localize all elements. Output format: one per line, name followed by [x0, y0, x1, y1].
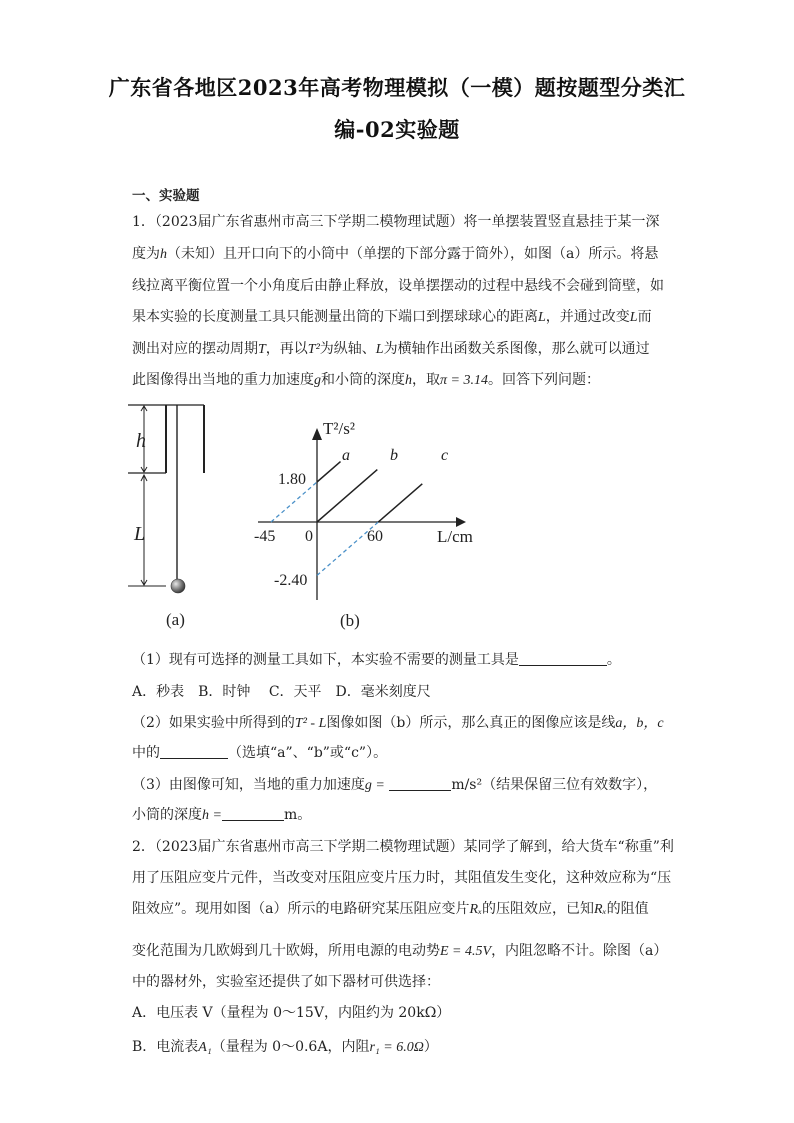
graph-line-a-extrapolation [271, 482, 317, 522]
answer-blank-2[interactable] [160, 744, 228, 759]
fig-a-label-L: L [134, 523, 146, 545]
section-heading: 一、实验题 [132, 188, 200, 204]
q1-line6: 此图像得出当地的重力加速度g和小筒的深度h，取π = 3.14。回答下列问题： [132, 372, 600, 388]
pendulum-ball [171, 579, 185, 593]
y-tick-1-80: 1.80 [278, 471, 306, 488]
page-title-line1: 广东省各地区2023年高考物理模拟（一模）题按题型分类汇 [108, 75, 686, 100]
q2-line1: 2．（2023届广东省惠州市高三下学期二模物理试题）某同学了解到，给大货车“称重”利 [132, 839, 674, 855]
page-title-line2: 编-02实验题 [334, 117, 460, 142]
q1-sub1: （1）现有可选择的测量工具如下，本实验不需要的测量工具是 。 [132, 652, 621, 668]
x-tick-neg-45: -45 [254, 528, 276, 545]
q1-line2: 度为h（未知）且开口向下的小筒中（单摆的下部分露于筒外），如图（a）所示。将悬 [132, 246, 659, 262]
q1-sub2-line2: 中的 （选填“a”、“b”或“c”）。 [132, 745, 388, 761]
q1-line1: 1．（2023届广东省惠州市高三下学期二模物理试题）将一单摆装置竖直悬挂于某一深 [132, 214, 660, 230]
q1-line5: 测出对应的摆动周期T，再以T²为纵轴、L为横轴作出函数关系图像，那么就可以通过 [132, 341, 650, 357]
q2-option-a: A．电压表 V（量程为 0～15V，内阻约为 20kΩ） [132, 1005, 451, 1021]
fig-a-label-h: h [136, 430, 146, 452]
q2-line5: 中的器材外，实验室还提供了如下器材可供选择： [132, 974, 440, 990]
q2-option-b: B．电流表A₁（量程为 0～0.6A，内阻r₁ = 6.0Ω） [132, 1039, 438, 1055]
graph-line-b [317, 470, 377, 522]
y-tick-neg-2-40: -2.40 [274, 572, 308, 589]
graph-line-c [378, 484, 422, 522]
q1-options: A．秒表 B．时钟 C．天平 D．毫米刻度尺 [132, 684, 431, 700]
q1-sub3-line2: 小筒的深度h = m。 [132, 807, 312, 823]
q1-sub2: （2）如果实验中所得到的T² - L图像如图（b）所示，那么真正的图像应该是线a，b，c [132, 715, 664, 731]
line-label-a: a [342, 447, 350, 464]
answer-blank-3[interactable] [389, 776, 451, 791]
figure-a-pendulum [128, 398, 218, 634]
x-tick-60: 60 [367, 528, 383, 545]
q1-line4: 果本实验的长度测量工具只能测量出筒的下端口到摆球球心的距离L，并通过改变L而 [132, 309, 652, 325]
fig-b-caption: (b) [340, 611, 360, 630]
q2-line3: 阻效应”。现用如图（a）所示的电路研究某压阻应变片Rₓ的压阻效应，已知Rₓ的阻值 [132, 901, 649, 917]
answer-blank-4[interactable] [222, 806, 284, 821]
q1-line3: 线拉离平衡位置一个小角度后由静止释放，设单摆摆动的过程中悬线不会碰到筒壁，如 [132, 278, 664, 294]
answer-blank-1[interactable] [519, 651, 607, 666]
y-axis-label: T²/s² [323, 419, 355, 438]
line-label-b: b [390, 447, 398, 464]
q1-sub3: （3）由图像可知，当地的重力加速度g = m/s²（结果保留三位有效数字）， [132, 777, 658, 793]
figure-b-graph [250, 412, 490, 634]
graph-line-a [317, 462, 341, 482]
q2-line4: 变化范围为几欧姆到几十欧姆，所用电源的电动势E = 4.5V，内阻忽略不计。除图（a） [132, 943, 668, 959]
x-axis-label: L/cm [437, 527, 473, 546]
fig-a-caption: (a) [166, 610, 185, 629]
origin-label: 0 [305, 528, 313, 545]
line-label-c: c [441, 447, 449, 464]
q2-line2: 用了压阻应变片元件，当改变对压阻应变片压力时，其阻值发生变化，这种效应称为“压 [132, 870, 672, 886]
